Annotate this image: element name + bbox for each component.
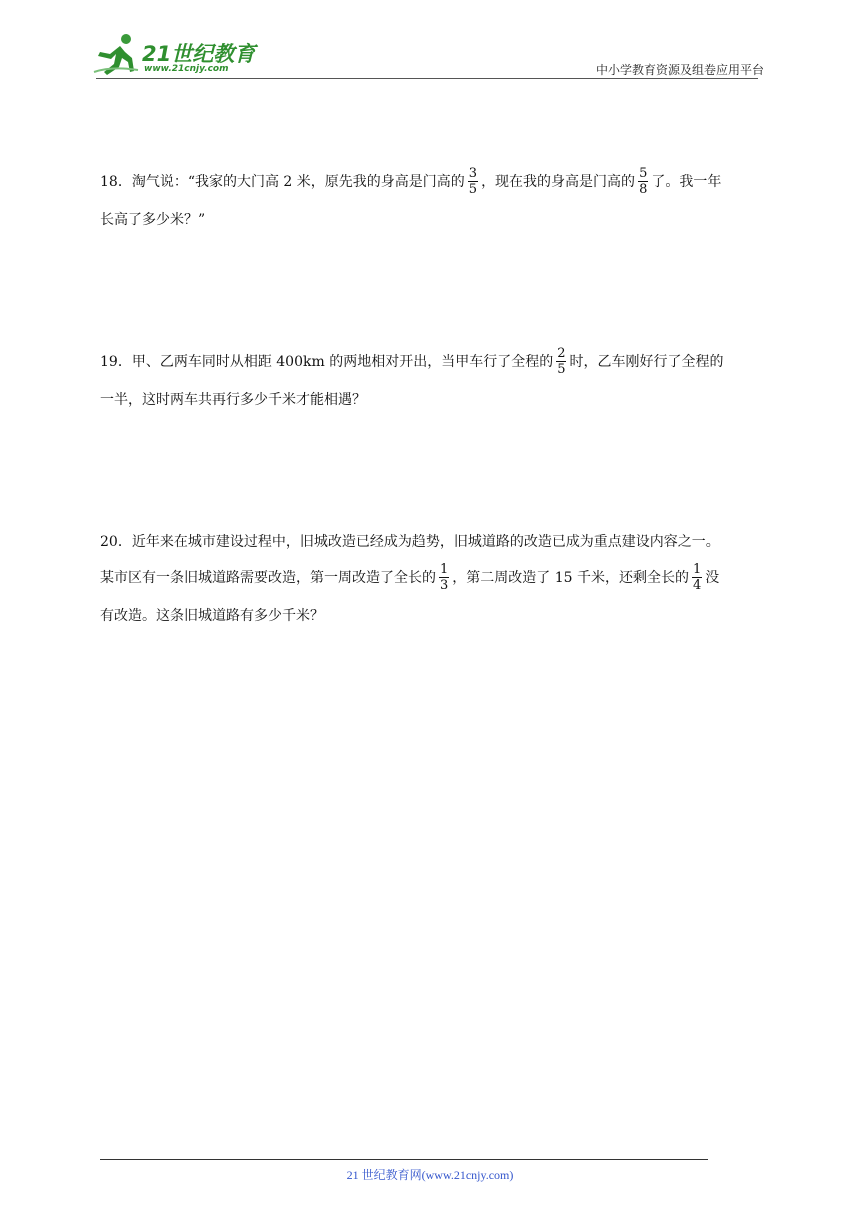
question-text: 时，乙车刚好行了全程的 xyxy=(569,353,724,370)
fraction xyxy=(692,562,702,593)
fraction-denominator: 3 xyxy=(440,578,449,593)
question-text: 某市区有一条旧城道路需要改造，第一周改造了全长的 xyxy=(100,569,436,586)
question-line xyxy=(100,522,762,562)
question-text: 了。我一年 xyxy=(651,173,722,190)
footer-link[interactable]: 21 世纪教育网(www.21cnjy.com) xyxy=(346,1168,514,1182)
fraction-denominator: 5 xyxy=(468,182,478,197)
question-20 xyxy=(100,522,762,650)
question-text: 长高了多少米？” xyxy=(100,212,206,228)
logo xyxy=(92,32,262,78)
question-text: 没 xyxy=(705,569,720,586)
question-18 xyxy=(100,166,762,254)
question-text: 有改造。这条旧城道路有多少千米？ xyxy=(100,608,324,624)
question-text: ，现在我的身高是门高的 xyxy=(481,173,636,190)
fraction xyxy=(556,346,566,377)
question-text: 20．近年来在城市建设过程中，旧城改造已经成为趋势，旧城道路的改造已成为重点建设内容之一。 xyxy=(100,534,720,550)
page-header xyxy=(0,0,860,80)
question-line xyxy=(100,562,762,606)
question-line xyxy=(100,346,762,390)
question-line xyxy=(100,210,762,254)
question-line xyxy=(100,166,762,210)
question-text: 一半，这时两车共再行多少千米才能相遇？ xyxy=(100,392,366,408)
runner-logo-icon xyxy=(92,32,140,78)
fraction-denominator: 5 xyxy=(557,362,566,377)
question-text: 18．淘气说：“我家的大门高 2 米，原先我的身高是门高的 xyxy=(100,173,465,190)
question-line xyxy=(100,606,762,650)
fraction-numerator: 1 xyxy=(693,562,702,577)
fraction-numerator: 1 xyxy=(440,562,449,577)
fraction xyxy=(638,166,648,197)
fraction-denominator: 4 xyxy=(693,578,702,593)
fraction-denominator: 8 xyxy=(639,182,648,197)
question-text: ，第二周改造了 15 千米，还剩全长的 xyxy=(452,569,689,586)
fraction-numerator: 3 xyxy=(468,166,478,181)
question-text: 19．甲、乙两车同时从相距 400km 的两地相对开出，当甲车行了全程的 xyxy=(100,353,554,370)
fraction xyxy=(439,562,449,593)
logo-text: 21世纪教育 xyxy=(142,42,256,66)
fraction-numerator: 2 xyxy=(557,346,566,361)
fraction xyxy=(468,166,478,197)
footer-divider xyxy=(100,1159,708,1160)
logo-url: www.21cnjy.com xyxy=(144,64,229,74)
fraction-numerator: 5 xyxy=(639,166,648,181)
question-19 xyxy=(100,346,762,434)
header-platform-text: 中小学教育资源及组卷应用平台 xyxy=(595,63,764,77)
header-divider xyxy=(96,78,758,79)
question-line xyxy=(100,390,762,434)
